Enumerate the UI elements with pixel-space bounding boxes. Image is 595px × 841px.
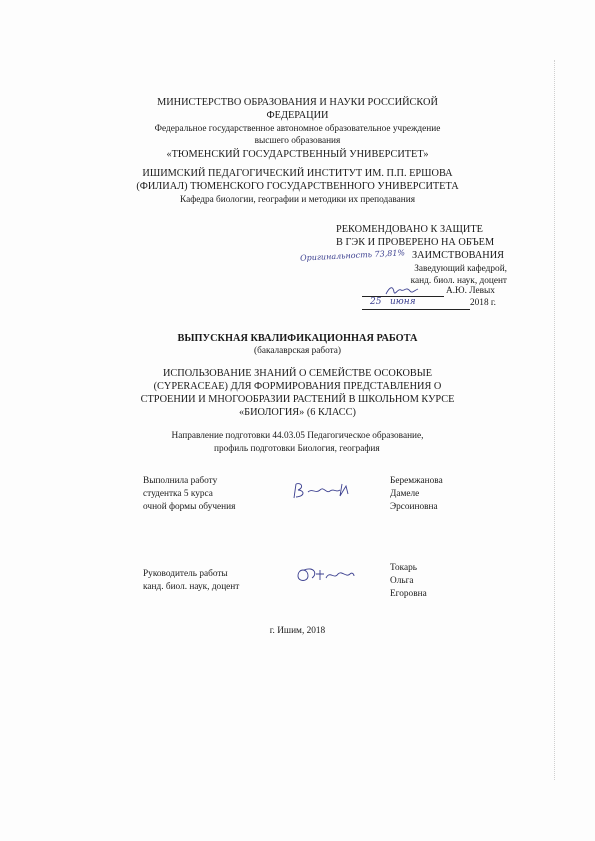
topic-line-4: «БИОЛОГИЯ» (6 КЛАСС) xyxy=(239,407,356,418)
approval-line-1: РЕКОМЕНДОВАНО К ЗАЩИТЕ xyxy=(336,224,483,235)
institute-line-2: (ФИЛИАЛ) ТЮМЕНСКОГО ГОСУДАРСТВЕННОГО УНИВЕРСИТЕТА xyxy=(136,181,459,192)
supervisor-label-1: Руководитель работы xyxy=(143,569,228,579)
handwritten-originality: Оригинальность 73,81% xyxy=(299,248,406,263)
head-title-2: канд. биол. наук, доцент xyxy=(410,276,507,286)
head-signature xyxy=(384,282,420,298)
student-surname: Беремжанова xyxy=(390,476,443,486)
approval-line-2: В ГЭК И ПРОВЕРЕНО НА ОБЪЕМ xyxy=(336,237,495,248)
work-subtype: (бакалаврская работа) xyxy=(254,346,341,356)
institution-line-2: высшего образования xyxy=(254,136,341,146)
student-patronymic: Эрсоиновна xyxy=(390,502,438,512)
ministry-line-1: МИНИСТЕРСТВО ОБРАЗОВАНИЯ И НАУКИ РОССИЙСКОЙ xyxy=(157,97,438,108)
scan-edge xyxy=(552,60,555,780)
supervisor-label-2: канд. биол. наук, доцент xyxy=(143,582,240,592)
date-month-handwritten: июня xyxy=(390,297,416,307)
topic-line-2: (CYPERACEAE) ДЛЯ ФОРМИРОВАНИЯ ПРЕДСТАВЛЕНИЯ О xyxy=(153,381,442,392)
direction-line-1: Направление подготовки 44.03.05 Педагогическое образование, xyxy=(171,431,424,441)
student-signature xyxy=(290,480,356,502)
supervisor-signature xyxy=(294,564,356,586)
supervisor-surname: Токарь xyxy=(390,563,418,573)
city-year: г. Ишим, 2018 xyxy=(269,626,326,636)
date-year: 2018 г. xyxy=(470,298,497,308)
direction-line-2: профиль подготовки Биология, география xyxy=(214,444,380,454)
supervisor-patronymic: Егоровна xyxy=(390,589,427,599)
student-label-2: студентка 5 курса xyxy=(143,489,213,499)
date-month-underline xyxy=(396,309,470,310)
approval-line-3: ЗАИМСТВОВАНИЯ xyxy=(412,250,505,261)
student-label-1: Выполнила работу xyxy=(143,476,218,486)
head-title-1: Заведующий кафедрой, xyxy=(414,264,507,274)
date-day-handwritten: 25 xyxy=(370,297,382,307)
topic-line-3: СТРОЕНИИ И МНОГООБРАЗИИ РАСТЕНИЙ В ШКОЛЬНОМ КУРСЕ xyxy=(140,394,455,405)
student-label-3: очной формы обучения xyxy=(143,502,236,512)
department-name: Кафедра биологии, географии и методики их преподавания xyxy=(179,195,416,205)
ministry-line-2: ФЕДЕРАЦИИ xyxy=(266,110,329,121)
university-name: «ТЮМЕНСКИЙ ГОСУДАРСТВЕННЫЙ УНИВЕРСИТЕТ» xyxy=(166,149,429,160)
head-name: А.Ю. Левых xyxy=(446,286,495,296)
institution-line-1: Федеральное государственное автономное образовательное учреждение xyxy=(154,124,441,134)
work-type-title: ВЫПУСКНАЯ КВАЛИФИКАЦИОННАЯ РАБОТА xyxy=(177,333,418,344)
student-name: Дамеле xyxy=(390,489,420,499)
topic-line-1: ИСПОЛЬЗОВАНИЕ ЗНАНИЙ О СЕМЕЙСТВЕ ОСОКОВЫЕ xyxy=(162,368,433,379)
institute-line-1: ИШИМСКИЙ ПЕДАГОГИЧЕСКИЙ ИНСТИТУТ ИМ. П.П. ЕРШОВА xyxy=(142,168,453,179)
supervisor-name: Ольга xyxy=(390,576,414,586)
